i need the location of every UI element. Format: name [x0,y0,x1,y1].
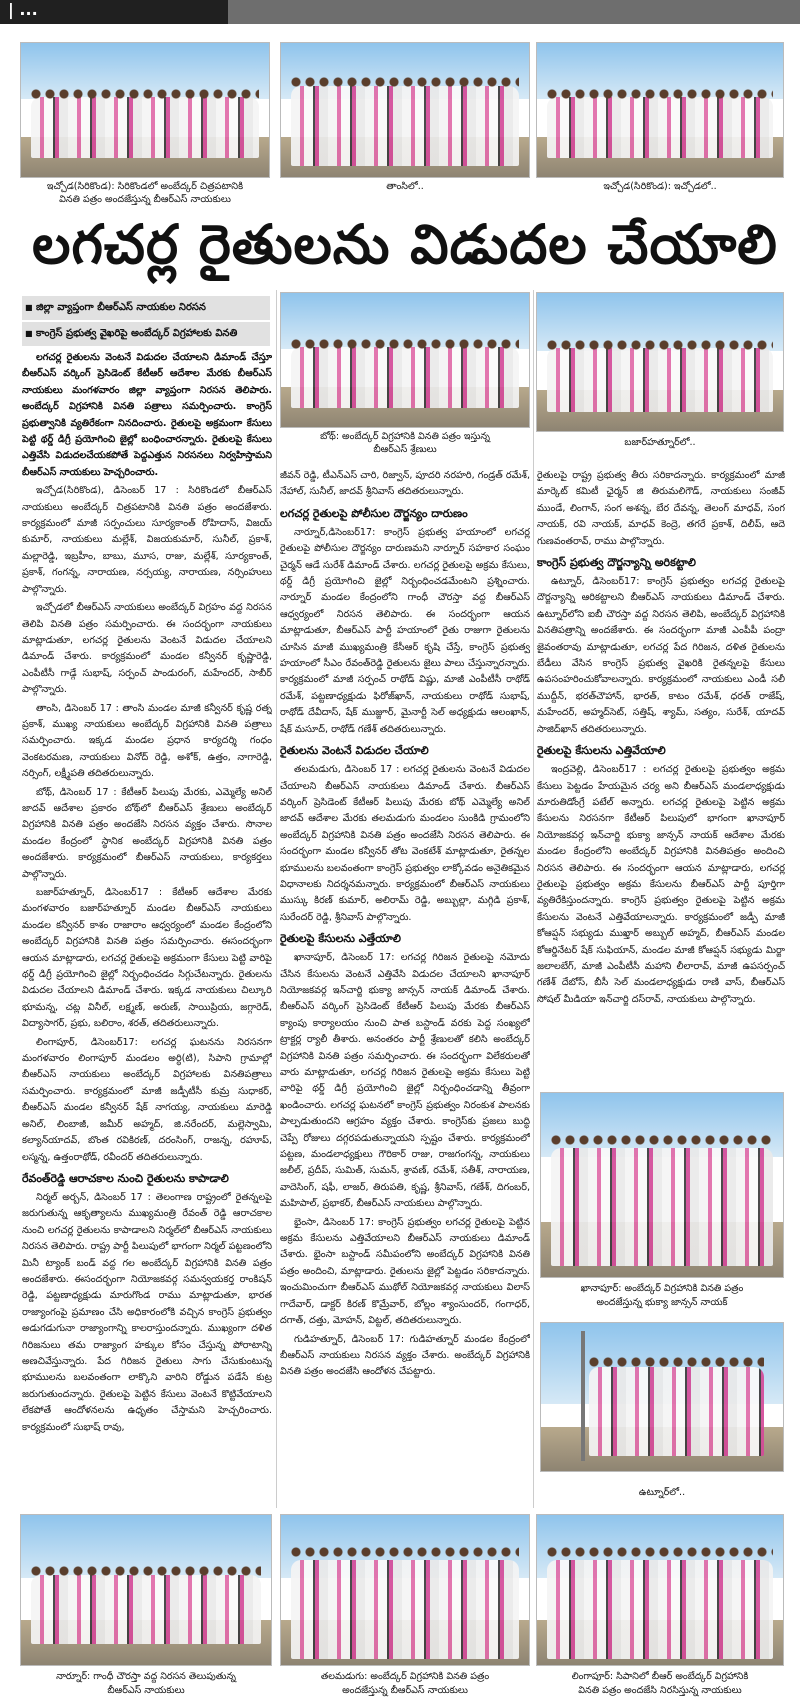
article-paragraph: నార్నూర్,డిసెంబర్17: కాంగ్రెస్ ప్రభుత్వ హయాంలో లగచర్ల రైతులపై పోలీసుల దౌర్జన్యం దారుణమని నార్నూర్ సహకార సంఘం చైర్మన్ ఆడే సురేశ్ డిమాండ్ చేశారు. లగచర్ల రైతులపై అక్రమ కేసులు, థర్డ్ డిగ్రీ ప్రయోగించి జైల్లో నిర్బంధించడమేంటని ప్రశ్నించారు. నార్నూర్ మండల కేంద్రంలోని గాంధీ చౌరస్తా వద్ద బీఆర్ఎస్ ఆధ్వర్యంలో నిరసన తెలిపారు. ఈ సందర్భంగా ఆయన మాట్లాడుతూ, బీఆర్ఎస్ పార్టీ హయాంలో రైతు రాజుగా రైతులను చూసిన మాజీ ముఖ్యమంత్రి కేసీఆర్ కృషి చేస్తే, కాంగ్రెస్ ప్రభుత్వ హయాంలో సీఎం రేవంత్‌రెడ్డి రైతులను జైలు పాలు చేస్తున్నారన్నారు. కార్యక్రమంలో మాజీ సర్పంచ్ రాథోడ్ విష్ణు, మాజీ ఎంపీటీసీ రాథోడ్ రమేశ్, పట్టణాధ్యక్షుడు ఫిరోజ్‌ఖాన్, నాయకులు రాథోడ్ సుభాష్, రాథోడ్ దేవీదాస్, షేక్ ముజ్జూర్, మైనార్టీ సెల్ అధ్యక్షుడు ఆలంఖాన్, షేక్ మసూద్, రాథోడ్ గణేశ్ తదితరులున్నారు. [280,526,530,735]
article-column-1 [22,350,272,1508]
subheading: లగచర్ల రైతులపై పోలీసుల దౌర్జన్యం దారుణం [280,506,468,520]
article-paragraph: జీవన్ రెడ్డి, టీఎన్ఎస్ చారి, రిజ్వాన్, పూదరి నరహరి, గండ్రత్ రమేశ్, నేహాల్, సునీల్, జాదవ్ శ్రీనివాస్ తదితరులున్నారు. [280,470,530,498]
article-paragraph: బోథ్, డిసెంబర్ 17 : కేటీఆర్ పిలుపు మేరకు, ఎమ్మెల్యే అనిల్ జాదవ్ ఆదేశాల ప్రకారం బోథ్‌లో బీఆర్ఎస్ శ్రేణులు అంబేద్కర్ విగ్రహానికి వినతి పత్రం అందజేసి నిరసన వ్యక్తం చేశారు. సొనాల మండల కేంద్రంలో స్థానిక అంబేద్కర్ విగ్రహానికి వినతి పత్రం అందజేశారు. కార్యక్రమంలో బీఆర్ఎస్ నాయకులు, కార్యకర్తలు పాల్గొన్నారు. [22,786,272,880]
article-paragraph: గుడిహత్నూర్, డిసెంబర్ 17: గుడిహత్నూర్ మండల కేంద్రంలో బీఆర్ఎస్ నాయకులు నిరసన వ్యక్తం చేశారు. అంబేద్కర్ విగ్రహానికి వినతి పత్రం అందజేసి ఆందోళన చేపట్టారు. [280,1333,530,1378]
article-paragraph: ఉట్నూర్, డిసెంబర్17: కాంగ్రెస్ ప్రభుత్వం లగచర్ల రైతులపై దౌర్జన్యాన్ని ఆరికట్టాలని బీఆర్ఎస్ నాయకులు డిమాండ్ చేశారు. ఉట్నూర్‌లోని ఐబీ చౌరస్తా వద్ద నిరసన తెలిపి, అంబేద్కర్ విగ్రహానికి వినతిపత్రాన్ని అందజేశారు. ఈ సందర్భంగా మాజీ ఎంపీపీ పంద్రా జైవంతరావు మాట్లాడుతూ, లగచర్ల పేద గిరిజన, దళిత రైతులను బేడీలు వేసిన కాంగ్రెస్ ప్రభుత్వ వైఖరికి రైతన్నలపై కేసులు ఉపసంహరించుకోవాలన్నారు. కార్యక్రమంలో నాయకులు ఎండీ సలీ ముద్దీన్, భరత్‌చౌహాన్, భారత్, కాటం రమేశ్, ధరత్ రాజేష్, మహేందర్, అహ్మద్‌సెట్, సత్తిష్, శ్యామ్, సత్యం, సురేశ్, యాదవ్ సాజిద్‌ఖాన్ తదితరులున్నారు. [537,576,785,735]
column-divider [533,290,534,1508]
article-paragraph: రైతులపై రాష్ట్ర ప్రభుత్వ తీరు సరికాదన్నారు. కార్యక్రమంలో మాజీ మార్కెట్ కమిటీ ఛైర్మన్ జి తిరుమలిగౌడ్, నాయకులు సంజీవ్ ముండే, లింగాన్, సంగ అశన్న, బేర దేవన్న, తెలంగ్ మాధవ్, సంగ నాయక్, రవి నాయక్, మాధవ్ కెంద్రె, తగరే ప్రకాశ్, దిలీప్, ఆదె గుణవంతరావ్, రాము పాల్గొన్నారు. [537,470,785,547]
bullet-1: ■ జిల్లా వ్యాప్తంగా బీఆర్ఎస్ నాయకుల నిరసన [22,296,270,320]
article-paragraph: తలమడుగు, డిసెంబర్ 17 : లగచర్ల రైతులను వెంటనే విడుదల చేయాలని బీఆర్ఎస్ నాయకులు డిమాండ్ చేశారు. బీఆర్ఎస్ వర్కింగ్ ప్రెసిడెంట్ కేటీఆర్ పిలుపు మేరకు బోథ్ ఎమ్మెల్యే అనిల్ జాదవ్ ఆదేశాల మేరకు తలమడుగు మండలం సుంకిడి గ్రామంలోని అంబేద్కర్ విగ్రహానికి వినతి పత్రం అందజేసి నిరసన తెలిపారు. ఈ సందర్భంగా మండల కన్వీనర్ తోట వెంకటేశ్ మాట్లాడుతూ, రైతన్నల భూములను బలవంతంగా కాంగ్రెస్ ప్రభుత్వం లాక్కోవడం అనైతికమైన విధానాలకు నిదర్శనమన్నారు. కార్యక్రమంలో బీఆర్ఎస్ నాయకులు ముస్కు కిరణ్ కుమార్, అలిరామ్ రెడ్డి, అబ్బుల్లా, మగ్గిడి ప్రకాశ్, సురేందర్ రెడ్డి, శ్రీనివాస్ పాల్గొన్నారు. [280,764,530,923]
subheading: రేవంత్‌రెడ్డి ఆరాచకాల నుంచి రైతులను కాపాడాలి [22,1171,229,1185]
caption-mid-left-1: బోథ్: అంబేద్కర్ విగ్రహానికి వినతి పత్రం ఇస్తున్న [320,431,490,442]
photo-top-mid [280,42,530,178]
caption-right-1-2: అందజేస్తున్న భుక్యా జాన్సన్ నాయక్ [596,1297,728,1308]
caption-mid-right: బజార్‌హత్నూర్‌లో.. [624,437,696,448]
caption-top-mid: తాంసిలో.. [386,181,424,192]
photo-mid-left [280,292,530,428]
photo-bottom-mid [280,1514,530,1666]
caption-bottom-right-2: వినతి పత్రం అందజేసి నిరసిస్తున్న నాయకులు [578,1685,742,1696]
article-paragraph: నిర్మల్ అర్బన్, డిసెంబర్ 17 : తెలంగాణ రాష్ట్రంలో రైతన్నలపై జరుగుతున్న ఆకృత్యాలను ముఖ్యమంత్రి రేవంత్ రెడ్డి ఆరాచకాల నుంచి లగచర్ల రైతులను కాపాడాలని నిర్మల్‌లో బీఆర్ఎస్ నాయకులు నిరసన తెలిపారు. రాష్ట్ర పార్టీ పిలుపులో భాగంగా నిర్మల్ పట్టణంలోని మినీ ట్యాంక్ బండ్ వద్ద గల అంబేద్కర్ విగ్రహానికి వినతి పత్రం అందజేశారు. ఈసందర్భంగా నియోజకవర్గ సమన్వయకర్త రాంకిషన్ రెడ్డి, పట్టణాధ్యక్షుడు మారుగొండ రాము మాట్లాడుతూ, భారత రాజ్యాంగంపై ప్రమాణం చేసి అధికారంలోకి వచ్చిన కాంగ్రెస్ ప్రభుత్వం అడుగడుగునా రాజ్యాంగాన్ని కాలరాస్తుందన్నారు. ముఖ్యంగా దళిత గిరిజనులు తమ రాజ్యాంగ హక్కుల కోసం చేస్తున్న పోరాటాన్ని అణచివేస్తున్నారు. పేద గిరిజన రైతులు సాగు చేసుకుంటున్న భూములను బలవంతంగా లాక్కొని వారిని రోడ్డున పడేసే కుట్ర జరుగుతుందన్నారు. రైతులపై పెట్టిన కేసులు వెంటనే కొట్టివేయాలని లేకపోతే ఆందోళనలను ఉధృతం చేస్తామని హెచ్చరించారు. కార్యక్రమంలో సుభాష్ రావు, [22,1191,272,1433]
caption-bottom-right-1: లింగాపూర్: సిపానిలో బీఆర్ అంబేద్కర్ విగ్రహానికి [571,1671,749,1682]
masthead-bar [0,0,800,24]
masthead-tab: | ... [0,0,228,24]
photo-bottom-left [20,1514,272,1666]
article-paragraph: ఇచ్చోడలో బీఆర్ఎస్ నాయకులు అంబేద్కర్ విగ్రహం వద్ద నిరసన తెలిపి వినతి పత్రం సమర్పించారు. ఈ సందర్భంగా నాయకులు మాట్లాడుతూ, లగచర్ల రైతులను వెంటనే విడుదల చేయాలని డిమాండ్ చేశారు. కార్యక్రమంలో మండల కన్వీనర్ కృష్ణారెడ్డి, ఎంపీటీసీ గాడ్గే సుభాష్, సర్పంచ్ పాండురంగ్, మహేందర్, సాబీర్ పాల్గొన్నారు. [22,602,272,696]
article-paragraph: బజార్‌హత్నూర్, డిసెంబర్17 : కేటీఆర్ ఆదేశాల మేరకు మంగళవారం బజార్‌హత్నూర్ మండల బీఆర్ఎస్ నాయకులు మండల కన్వీనర్ కాశం రాజారాం ఆధ్వర్యంలో మండల కేంద్రంలోని అంబేద్కర్ విగ్రహానికి వినతి పత్రం సమర్పించారు. ఈసందర్భంగా ఆయన మాట్లాడారు, లగచర్ల రైతులపై అక్రమంగా కేసులు పెట్టి వారిపై థర్డ్ డిగ్రీ ప్రయోగించి జైల్లో నిర్బంధించడం సిగ్గుచేటన్నారు. రైతులను విడుదల చేయాలని డిమాండ్ చేశారు. ఇక్కడ నాయకులు చిల్కూరి భూమన్న, చట్ల వినీల్, లక్ష్మణ్, అరుణ్, సాయిప్రియ, జగ్గారెడ్, విద్యాసాగర్, ప్రభు, బలిరాం, శరత్, తదితరులున్నారు. [22,887,272,1030]
photo-top-left [20,42,270,178]
bullet-2: ■ కాంగ్రెస్ ప్రభుత్వ వైఖరిపై అంబేద్కర్ విగ్రహాలకు వినతి [22,322,270,346]
caption-top-right: ఇచ్చోడ(సిరికొండ): ఇచ్చోడలో.. [603,181,717,192]
article-paragraph: లింగాపూర్, డిసెంబర్17: లగచర్ల ఘటనను నిరసనగా మంగళవారం లింగాపూర్ మండలం అర్ధి(టి), సిపాని గ్రామాల్లో బీఆర్ఎస్ నాయకులు అంబేద్కర్ విగ్రహాలకు వినతిపత్రాలు సమర్పించారు. కార్యక్రమంలో మాజీ జడ్పీటీసీ కుమ్ర సుధాకర్, బీఆర్ఎస్ మండల కన్వీనర్ షేక్ నాగయ్య, నాయకులు మారెడ్డి అనిల్, లింబాజీ, జమీర్ అహ్మద్, జి.నరేందర్, మల్లెస్వామి, కల్యాన్‌యాదవ్, బొంత రవికిరణ్, దరంసింగ్, రాజన్న, రహూప్, లస్మన్న, ఉత్తంరాథోడ్, రవీందర్ తదితరులున్నారు. [22,1036,272,1163]
photo-right-1 [540,1092,784,1278]
caption-mid-left-2: బీఆర్ఎస్ శ్రేణులు [373,444,437,455]
article-paragraph: ఖానాపూర్, డిసెంబర్ 17: లగచర్ల గిరిజన రైతులపై నమోదు చేసిన కేసులను వెంటనే ఎత్తివేసి విడుదల చేయాలని ఖానాపూర్ నియోజకవర్గ ఇన్‌చార్జి భుక్యా జాన్సన్ నాయక్ డిమాండ్ చేశారు. బీఆర్ఎస్ వర్కింగ్ ప్రెసిడెంట్ కేటీఆర్ పిలుపు మేరకు బీఆర్ఎస్ క్యాంపు కార్యాలయం నుంచి పాత బస్టాండ్ వరకు పెద్ద సంఖ్యలో ట్రాక్టర్ల ర్యాలీ తీశారు. అనంతరం పార్టీ శ్రేణులతో కలిసి అంబేద్కర్ విగ్రహానికి వినతి పత్రం సమర్పించారు. ఈ సందర్భంగా విలేకరులతో వారు మాట్లాడుతూ, లగచర్ల గిరిజన రైతులపై అక్రమ కేసులు పెట్టి వారిపై థర్డ్ డిగ్రీ ప్రయోగించి జైల్లో నిర్బంధించడాన్ని తీవ్రంగా ఖండించారు. లగచర్ల ఘటనలో కాంగ్రెస్ ప్రభుత్వం నిరంకుశ పాలనకు పాల్పడుతుందని ఆగ్రహం వ్యక్తం చేశారు. కాంగ్రెస్‌కు ప్రజలు బుద్ధి చెప్పే రోజులు దగ్గరపడుతున్నాయని స్పష్టం చేశారు. కార్యక్రమంలో పట్టణ, మండలాధ్యక్షులు గౌరికార్ రాజు, రాజగంగన్న, నాయకులు జలీల్, ప్రదీప్, సుమిత్, సుమన్, శ్రావణ్, రమేశ్, సతీశ్, నారాయణ, వాదెసింగ్, షఫీ, లాజర్, తిరుపతి, కృష్ణ, శ్రీనివాస్, గణేశ్, దిగంబర్, మహిపాల్, ప్రభాకర్, బీఆర్ఎస్ నాయకులు పాల్గొన్నారు. [280,952,530,1210]
article-column-3 [537,468,785,1090]
subheading: రైతులను వెంటనే విడుదల చేయాలి [280,744,429,758]
article-paragraph: తాంసి, డిసెంబర్ 17 : తాంసి మండల మాజీ కన్వీనర్ కృష్ణ రత్న ప్రకాశ్, ముఖ్య నాయకులు అంబేద్కర్ విగ్రహానికి వినతి పత్రాలు సమర్పించారు. ఇక్కడ మండల ప్రధాన కార్యదర్శి గంధం వెంకటరమణ, నాయకులు వినోద్ రెడ్డి, అశోక్, ఉత్తం, నాగారెడ్డి, నర్సింగ్, లక్ష్మీపతి తదితరులున్నారు. [22,702,272,780]
caption-right-1-1: ఖానాపూర్: అంబేద్కర్ విగ్రహానికి వినతి పత్రం [580,1283,744,1294]
caption-right-2: ఉట్నూర్‌లో.. [638,1487,686,1498]
subheading: రైతులపై కేసులను ఎత్తేయాలి [280,932,401,946]
article-lead: లగచర్ల రైతులను వెంటనే విడుదల చేయాలని డిమాండ్ చేస్తూ బీఆర్ఎస్ వర్కింగ్ ప్రెసిడెంట్ కేటీఆర్ ఆదేశాల మేరకు బీఆర్ఎస్ నాయకులు మంగళవారం జిల్లా వ్యాప్తంగా నిరసన తెలిపారు. అంబేద్కర్ విగ్రహానికి వినతి పత్రాలు సమర్పించారు. కాంగ్రెస్ ప్రభుత్వానికి వ్యతిరేకంగా నినదించారు. రైతులపై అక్రమంగా కేసులు పెట్టి థర్డ్ డిగ్రీ ప్రయోగించి జైల్లో బంధించారన్నారు. రైతులపై కేసులు ఎత్తివేసి విడుదలచేయకపోతే పెద్దఎత్తున నిరసనలు నిర్వహిస్తామని బీఆర్ఎస్ నాయకులు హెచ్చరించారు. [22,352,272,478]
article-paragraph: ఇంద్రవెల్లి, డిసెంబర్17 : లగచర్ల రైతులపై ప్రభుత్వం అక్రమ కేసులు పెట్టడం హేయమైన చర్య అని బీఆర్ఎస్ మండలాధ్యక్షుడు మారుతిడోంగ్రే పటేల్ అన్నారు. లగచర్ల రైతులపై పెట్టిన అక్రమ కేసులను నిరసనగా కేటీఆర్ పిలుపులో భాగంగా ఖానాపూర్ నియోజకవర్గ ఇన్‌చార్జి భుక్యా జాన్సన్ నాయక్ ఆదేశాల మేరకు మండల కేంద్రంలోని అంబేద్కర్ విగ్రహానికి వినతిపత్రం అందించి నిరసన తెలిపారు. ఈ సందర్భంగా ఆయన మాట్లాడారు, లగచర్ల రైతులపై ప్రభుత్వం అక్రమ కేసులను బీఆర్ఎస్ పార్టీ పూర్తిగా వ్యతిరేకిస్తుందన్నారు. కాంగ్రెస్ ప్రభుత్వం రైతులపై పెట్టిన అక్రమ కేసులను వెంటనే ఎత్తివేయాలన్నారు. కార్యక్రమంలో జడ్పీ మాజీ కోఆప్షన్ సభ్యుడు ముఖ్తార్ అబ్బుల్ అహ్మద్, బీఆర్ఎస్ మండల కోఆర్డినేటర్ షేక్ సుఫియాన్, మండల మాజీ కోఆప్షన్ సభ్యుడు మిర్జా జలాలబేగ్, మాజీ ఎంపీటీసీ మహాని లీలారావ్, మాజీ ఉపసర్పంచ్ గణేశ్ దేబోస్, బీసీ సెల్ మండలాధ్యక్షుడు రాణి వాస్, బీఆర్ఎస్ సోషల్ మీడియా ఇన్‌చార్జి దస్‌రావ్, నాయకులు పాల్గొన్నారు. [537,764,785,1005]
photo-right-2 [540,1322,784,1472]
subheading: కాంగ్రెస్ ప్రభుత్వ దౌర్జన్యాన్ని అరికట్టాలి [537,556,696,570]
column-divider [276,290,277,1508]
caption-top-left-1: ఇచ్చోడ(సిరికొండ): సిరికొండలో అంబేద్కర్ చిత్రపటానికి [46,181,244,192]
article-column-2 [280,468,530,1508]
caption-bottom-mid-2: అందజేస్తున్న బీఆర్ఎస్ నాయకులు [342,1685,468,1696]
photo-bottom-right [536,1514,784,1666]
caption-top-left-2: వినతి పత్రం అందజేస్తున్న బీఆర్ఎస్ నాయకులు [59,194,231,205]
article-paragraph: భైంసా, డిసెంబర్ 17: కాంగ్రెస్ ప్రభుత్వం లగచర్ల రైతులపై పెట్టిన అక్రమ కేసులను ఎత్తివేయాలని బీఆర్ఎస్ నాయకులు డిమాండ్ చేశారు. భైంసా బస్టాండ్ సమీపంలోని అంబేద్కర్ విగ్రహానికి వినతి పత్రం అందించి, మాట్లాడారు. రైతులను జైల్లో పెట్టడం సరికాదన్నారు. ఇంచుమించుగా బీఆర్ఎస్ ముథోల్ నియోజకవర్గ నాయకులు విలాస్ గాదేవార్, డాక్టర్ కిరణ్ కొమ్రేవార్, బోల్లం శ్యాంసుందర్, గంగాధర్, దగాత్, దత్తు, మోహన్, విట్టల్, తదితరులున్నారు. [280,1216,530,1327]
article-paragraph: ఇచ్చోడ(సిరికొండ), డిసెంబర్ 17 : సిరికొండలో బీఆర్ఎస్ నాయకులు అంబేద్కర్ చిత్రపటానికి వినతి పత్రం అందజేశారు. కార్యక్రమంలో మాజీ సర్పంచులు సూర్యకాంత్ రోహిదాస్, విజయ్ కుమార్, నాయకులు మల్లేశ్, విజయకుమార్, సునీల్, ప్రకాశ్, మల్లారెడ్డి, ఇబ్రహీం, బాబు, మూస, రాజు, మల్లేశ్, సూర్యకాంత్, ప్రకాశ్, గంగన్న, నారాయణ, నర్సయ్య, నారాయణ, నర్సింహులు పాల్గొన్నారు. [22,485,272,595]
caption-bottom-left-1: నార్నూర్: గాంధీ చౌరస్తా వద్ద నిరసన తెలుపుతున్న [56,1671,236,1682]
caption-bottom-left-2: బీఆర్ఎస్ నాయకులు [107,1685,185,1696]
photo-mid-right [536,292,784,432]
headline: లగచర్ల రైతులను విడుదల చేయాలి [32,212,778,276]
caption-bottom-mid-1: తలమడుగు: అంబేద్కర్ విగ్రహానికి వినతి పత్రం [320,1671,490,1682]
subheading: రైతులపై కేసులను ఎత్తివేయాలి [537,744,666,758]
photo-top-right [536,42,784,178]
